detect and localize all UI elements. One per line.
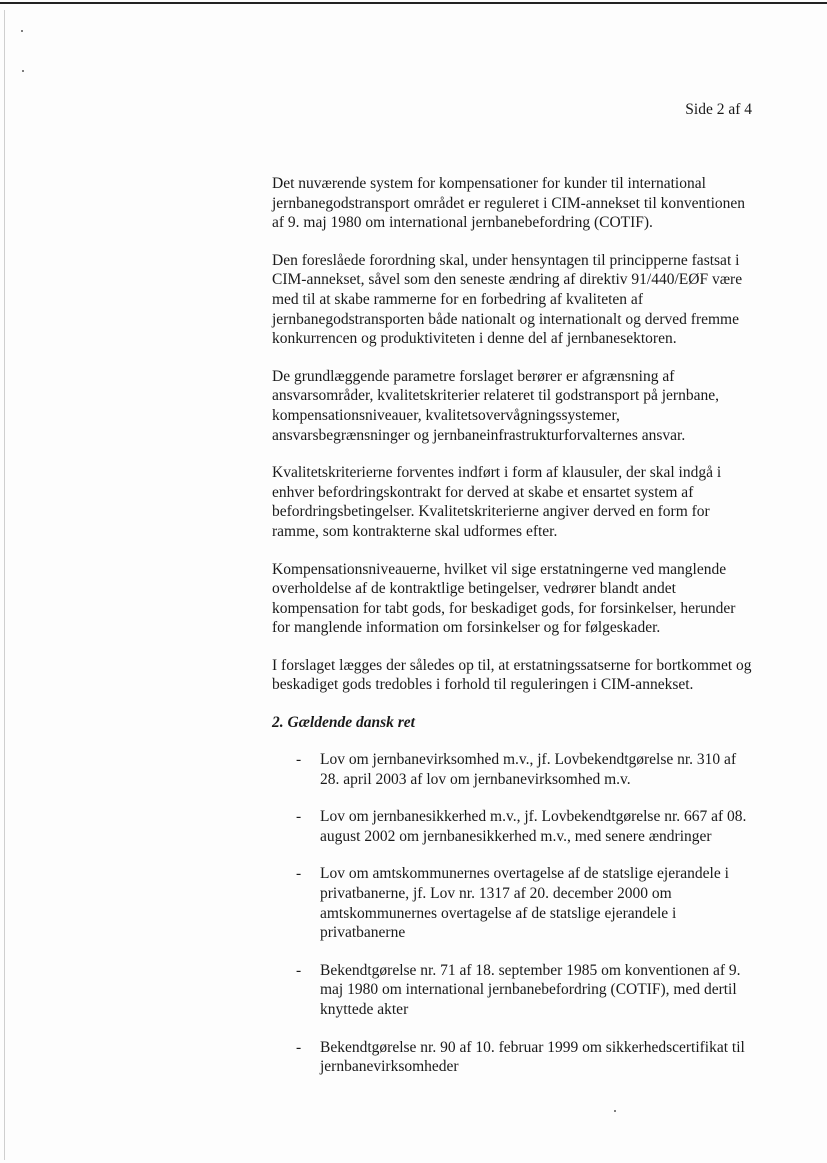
scan-speck [21, 30, 23, 32]
page-number: Side 2 af 4 [685, 101, 752, 118]
paragraph: I forslaget lægges der således op til, at erstatningssatserne for bortkommet og beskadiget gods tredobles i forhold til reguleringen i CIM-annekset. [272, 656, 752, 694]
list-item-text: Bekendtgørelse nr. 90 af 10. februar 1999 om sikkerhedscertifikat til jernbanevirksomheder [320, 1038, 745, 1076]
list-item-text: Lov om jernbanevirksomhed m.v., jf. Lovbekendtgørelse nr. 310 af 28. april 2003 af lov om jernbanevirksomhed m.v. [320, 751, 737, 788]
left-scan-edge [4, 10, 5, 1160]
paragraph: Den foreslåede forordning skal, under hensyntagen til principperne fastsat i CIM-annekset, såvel som den seneste ændring af direktiv 91/440/EØF være med til at skabe rammerne for en forbedring af kvaliteten af jernbanegodstransporten både nationalt og internationalt og derved fremme konkurrencen og produktiviteten i denne del af jernbanesektoren. [272, 251, 743, 348]
list-item [272, 961, 752, 1020]
paragraph: Det nuværende system for kompensationer for kunder til international jernbanegodstransport området er reguleret i CIM-annekset til konventionen af 9. maj 1980 om international jernbanebefordring (COTIF). [272, 175, 746, 232]
list-dash: - [296, 808, 302, 826]
list-dash: - [296, 1038, 302, 1056]
list-dash: - [296, 961, 302, 979]
list-dash: - [296, 751, 302, 769]
list-dash: - [296, 865, 302, 883]
paragraph: Kvalitetskriterierne forventes indført i form af klausuler, der skal indgå i enhver befordringskontrakt for derved at skabe et ensartet system af befordringsbetingelser. Kvalitetskriterierne angiver derved en form for ramme, som kontrakterne skal udformes efter. [272, 464, 722, 540]
document-body [272, 174, 752, 1095]
list-item [272, 750, 752, 789]
list-item-text: Lov om jernbanesikkerhed m.v., jf. Lovbekendtgørelse nr. 667 af 08. august 2002 om jernbanesikkerhed m.v., med senere ændringer [320, 808, 747, 845]
section-heading: 2. Gældende dansk ret [272, 714, 415, 732]
scan-speck [22, 70, 24, 72]
list-item [272, 864, 752, 942]
top-scan-border [0, 2, 827, 4]
paragraph: Kompensationsniveauerne, hvilket vil sige erstatningerne ved manglende overholdelse af de kontraktlige betingelser, vedrører blandt andet kompensation for tabt gods, for beskadiget gods, for forsinkelser, herunder for manglende information om forsinkelser og for følgeskader. [272, 560, 736, 637]
list-item [272, 1038, 752, 1077]
law-list [272, 750, 752, 1077]
scan-speck [614, 1110, 616, 1112]
list-item-text: Bekendtgørelse nr. 71 af 18. september 1985 om konventionen af 9. maj 1980 om international jernbanebefordring (COTIF), med dertil knyttede akter [320, 961, 741, 1018]
list-item [272, 807, 752, 846]
paragraph: De grundlæggende parametre forslaget berører er afgrænsning af ansvarsområder, kvalitetskriterier relateret til godstransport på jernbane, kompensationsniveauer, kvalitetsovervågningssystemer, ansvarsbegrænsninger og jernbaneinfrastrukturforvalternes ansvar. [272, 367, 719, 444]
list-item-text: Lov om amtskommunernes overtagelse af de statslige ejerandele i privatbanerne, jf. Lov nr. 1317 af 20. december 2000 om amtskommunernes overtagelse af de statslige ejerandele i privatbanerne [320, 865, 729, 942]
